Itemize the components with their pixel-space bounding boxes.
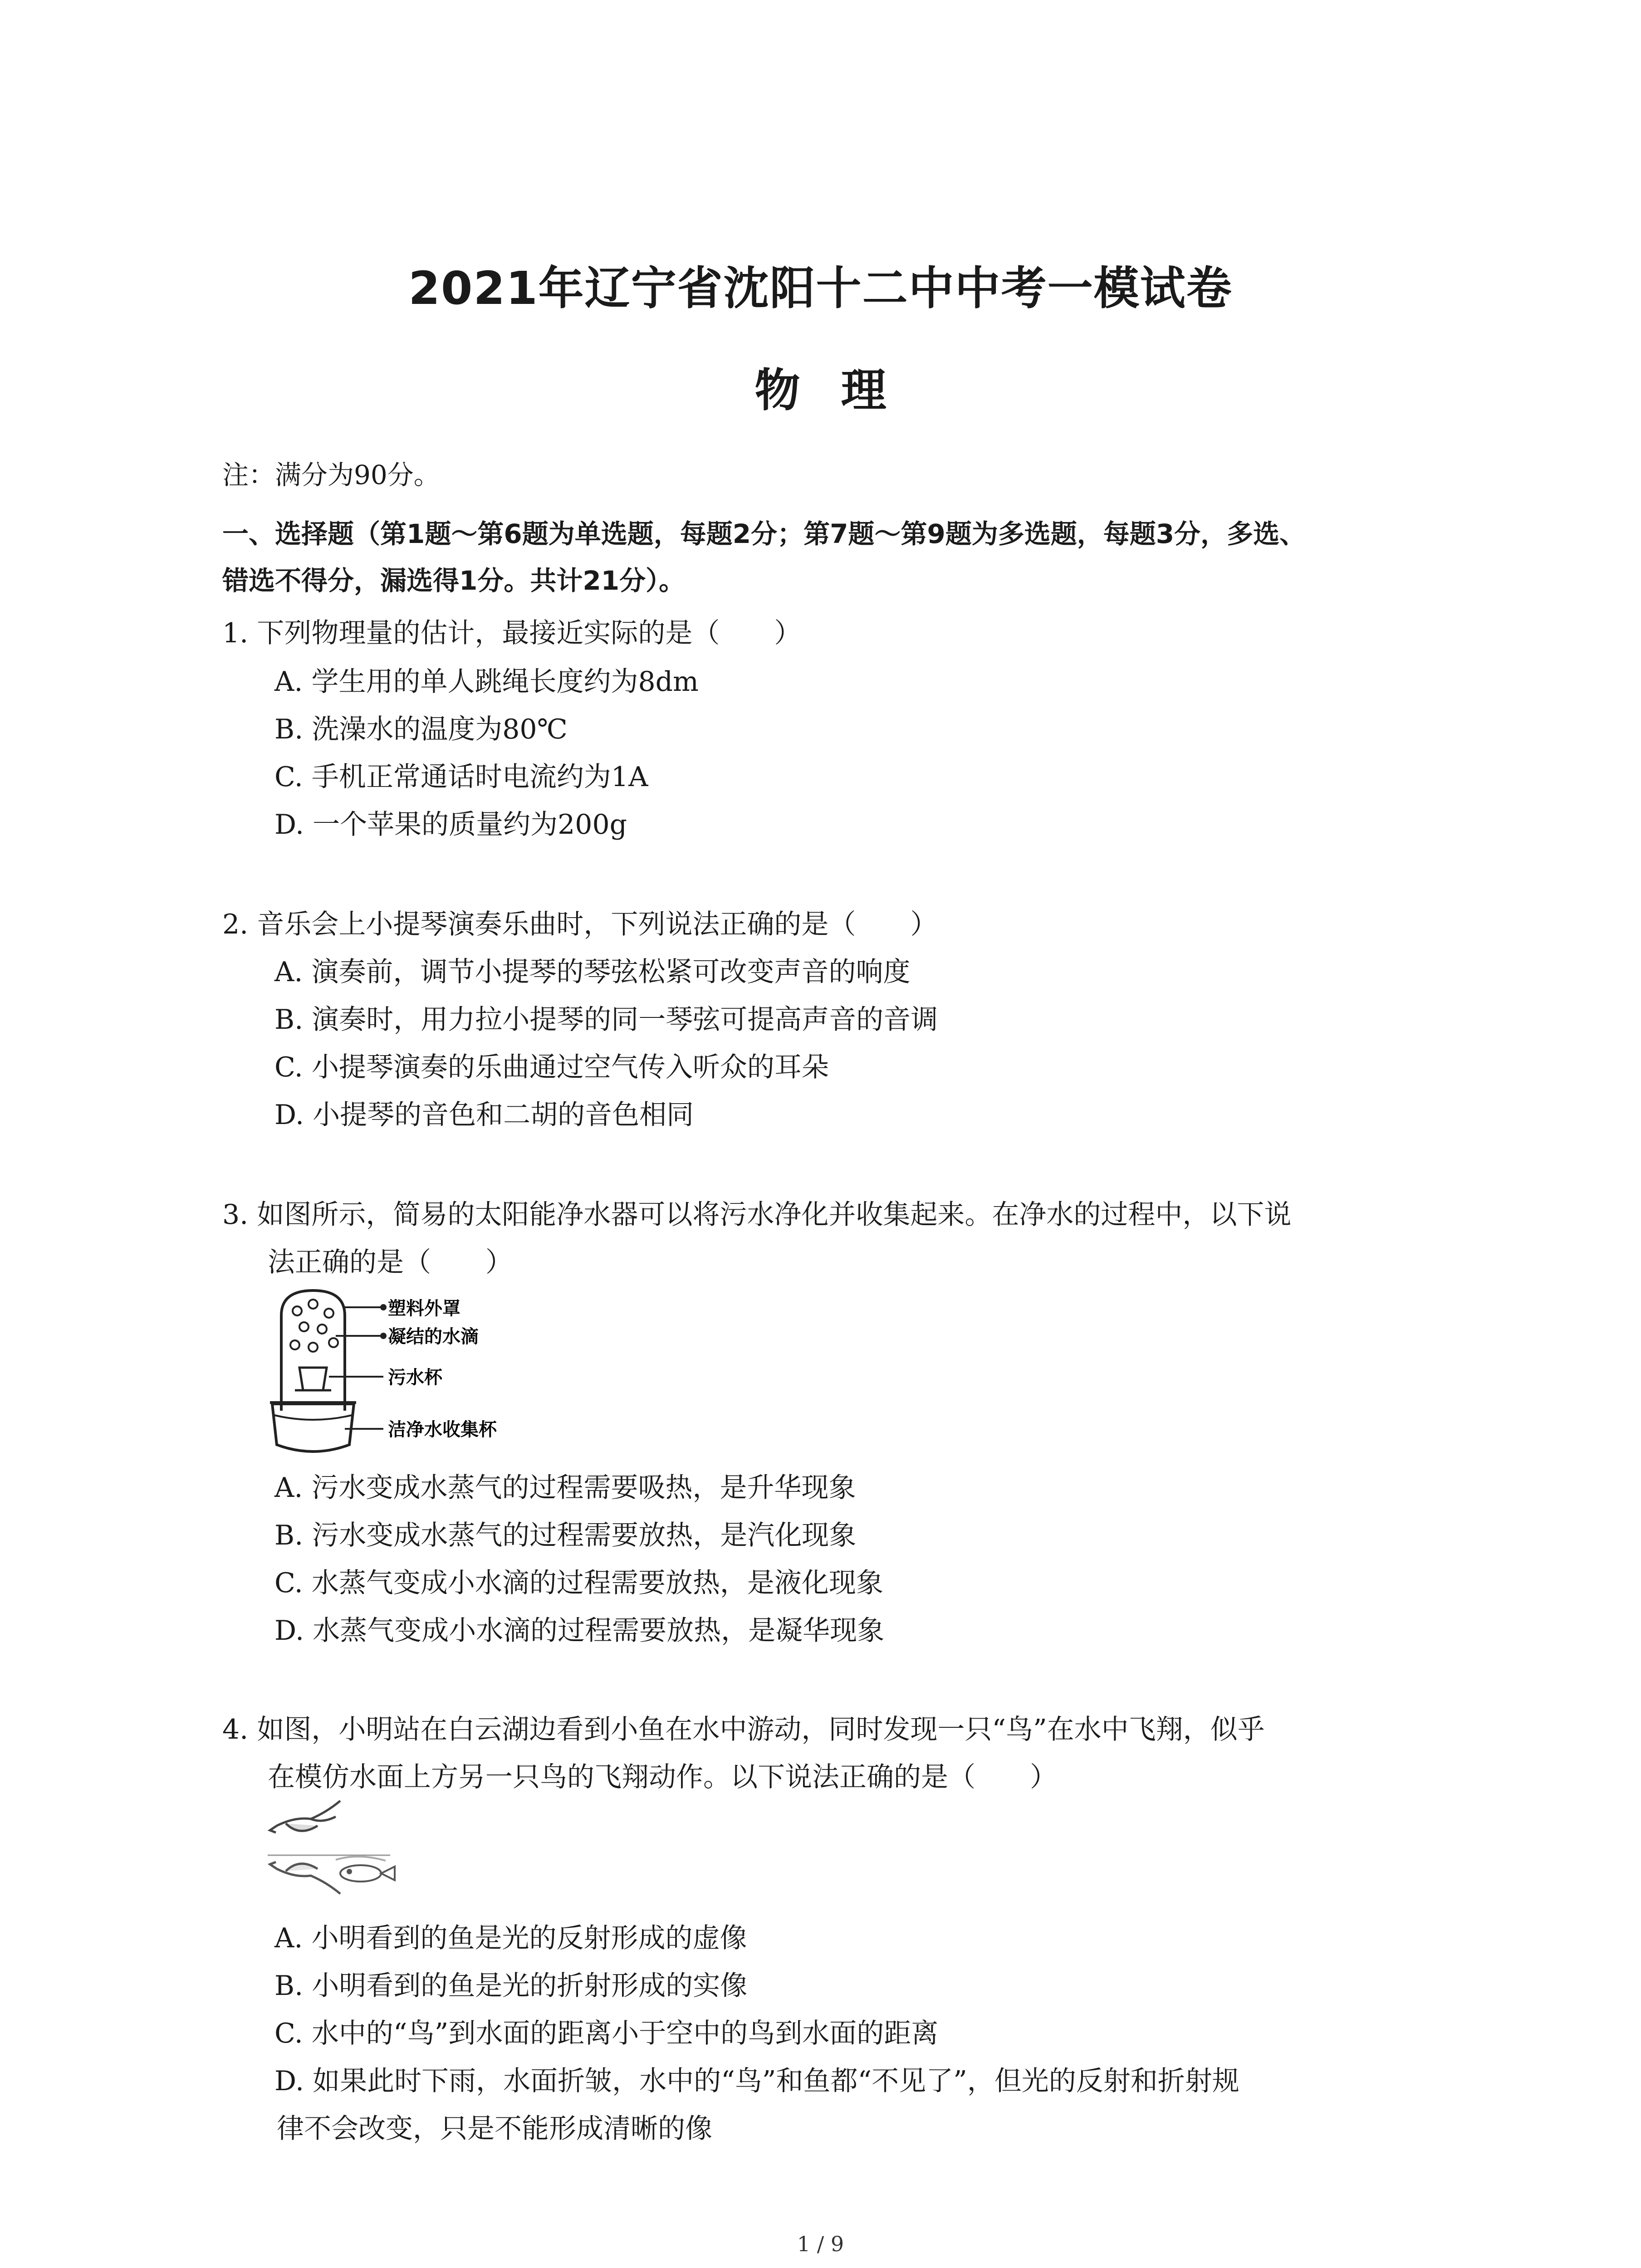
bird-fish-reflection-figure [268, 1792, 404, 1914]
question-4-stem-line1: 4. 如图，小明站在白云湖边看到小鱼在水中游动，同时发现一只“鸟”在水中飞翔，似乎 [222, 1714, 1265, 1745]
question-4-option-d-line2: 律不会改变，只是不能形成清晰的像 [277, 2113, 712, 2145]
question-2-option-d: D. 小提琴的音色和二胡的音色相同 [274, 1099, 694, 1131]
label-clean-water-cup: 洁净水收集杯 [388, 1419, 497, 1440]
question-4-option-d-line1: D. 如果此时下雨，水面折皱，水中的“鸟”和鱼都“不见了”，但光的反射和折射规 [274, 2065, 1239, 2097]
section-heading-line1: 一、选择题（第1题～第6题为单选题，每题2分；第7题～第9题为多选题，每题3分，多选、 [222, 518, 1306, 549]
label-condensed-droplets: 凝结的水滴 [388, 1326, 479, 1347]
score-note: 注：满分为90分。 [222, 459, 440, 490]
question-3-option-c: C. 水蒸气变成小水滴的过程需要放热，是液化现象 [274, 1567, 883, 1599]
subject-title: 物理 [754, 364, 927, 417]
question-2-option-a: A. 演奏前，调节小提琴的琴弦松紧可改变声音的响度 [274, 956, 911, 988]
label-dirty-water-cup: 污水杯 [388, 1367, 442, 1388]
section-heading-line2: 错选不得分，漏选得1分。共计21分）。 [222, 565, 686, 596]
question-4-option-b: B. 小明看到的鱼是光的折射形成的实像 [274, 1970, 748, 2002]
reflected-bird-shape [270, 1862, 340, 1894]
question-2-stem: 2. 音乐会上小提琴演奏乐曲时，下列说法正确的是（ ） [222, 909, 938, 940]
question-1-option-b: B. 洗澡水的温度为80℃ [274, 714, 568, 745]
paper-title: 2021年辽宁省沈阳十二中中考一模试卷 [408, 262, 1233, 315]
question-3-option-b: B. 污水变成水蒸气的过程需要放热，是汽化现象 [274, 1520, 857, 1551]
label-plastic-cover: 塑料外罩 [388, 1298, 460, 1319]
question-3-stem-line2: 法正确的是（ ） [268, 1246, 513, 1278]
question-1-option-c: C. 手机正常通话时电流约为1A [274, 761, 648, 793]
page-number: 1 / 9 [797, 2232, 844, 2256]
water-droplets [290, 1300, 338, 1352]
question-1-stem: 1. 下列物理量的估计，最接近实际的是（ ） [222, 617, 802, 649]
question-1-option-d: D. 一个苹果的质量约为200g [274, 809, 627, 841]
question-2-option-b: B. 演奏时，用力拉小提琴的同一琴弦可提高声音的音调 [274, 1004, 938, 1036]
collection-cup-shape [272, 1404, 354, 1452]
question-4-option-c: C. 水中的“鸟”到水面的距离小于空中的鸟到水面的距离 [274, 2018, 939, 2049]
solar-water-purifier-figure [268, 1279, 549, 1461]
question-3-option-d: D. 水蒸气变成小水滴的过程需要放热，是凝华现象 [274, 1615, 885, 1647]
question-3-stem-line1: 3. 如图所示，简易的太阳能净水器可以将污水净化并收集起来。在净水的过程中，以下说 [222, 1199, 1292, 1231]
question-4-option-a: A. 小明看到的鱼是光的反射形成的虚像 [274, 1922, 747, 1954]
question-4-stem-line2: 在模仿水面上方另一只鸟的飞翔动作。以下说法正确的是（ ） [268, 1761, 1057, 1793]
question-3-option-a: A. 污水变成水蒸气的过程需要吸热，是升华现象 [274, 1472, 856, 1504]
question-2-option-c: C. 小提琴演奏的乐曲通过空气传入听众的耳朵 [274, 1051, 829, 1083]
flying-bird-shape [270, 1801, 340, 1833]
dirty-water-cup-shape [299, 1368, 327, 1390]
question-1-option-a: A. 学生用的单人跳绳长度约为8dm [274, 666, 699, 698]
fish-shape [336, 1857, 395, 1882]
